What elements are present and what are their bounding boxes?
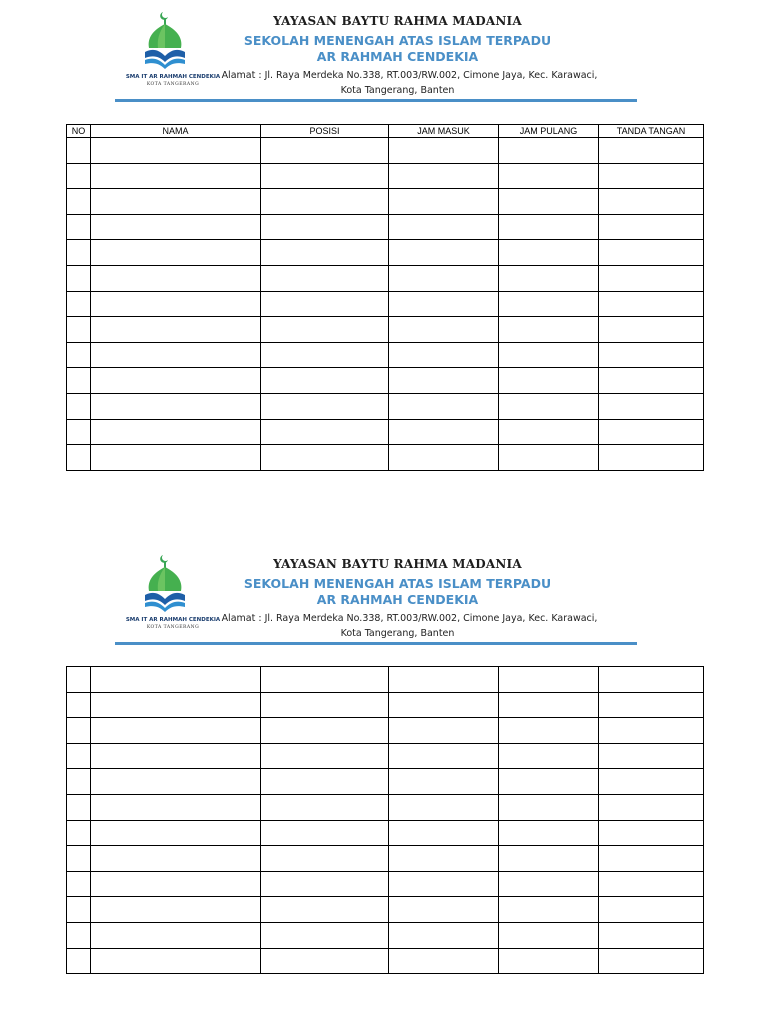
letterhead-text — [205, 555, 598, 641]
cell-jam-masuk — [389, 163, 499, 189]
table-row — [67, 948, 704, 974]
cell-no — [67, 948, 91, 974]
school-address — [205, 68, 598, 98]
school-address — [205, 611, 598, 641]
logo-subcaption: KOTA TANGERANG — [146, 625, 200, 630]
cell-posisi — [261, 214, 389, 240]
cell-jam-pulang — [499, 445, 599, 471]
cell-jam-masuk — [389, 922, 499, 948]
school-logo — [123, 553, 221, 633]
cell-jam-masuk — [389, 820, 499, 846]
cell-jam-pulang — [499, 820, 599, 846]
cell-no — [67, 667, 91, 693]
cell-no — [67, 368, 91, 394]
cell-posisi — [261, 820, 389, 846]
cell-posisi — [261, 718, 389, 744]
letterhead-top — [115, 8, 637, 102]
cell-jam-pulang — [499, 317, 599, 343]
table-row — [67, 846, 704, 872]
cell-tanda-tangan — [599, 265, 704, 291]
cell-jam-pulang — [499, 692, 599, 718]
cell-tanda-tangan — [599, 667, 704, 693]
cell-no — [67, 871, 91, 897]
cell-no — [67, 897, 91, 923]
cell-tanda-tangan — [599, 419, 704, 445]
cell-posisi — [261, 163, 389, 189]
table-row — [67, 820, 704, 846]
school-name-line2: AR RAHMAH CENDEKIA — [316, 592, 479, 607]
cell-posisi — [261, 393, 389, 419]
cell-no — [67, 794, 91, 820]
cell-posisi — [261, 342, 389, 368]
table-row — [67, 342, 704, 368]
cell-jam-masuk — [389, 291, 499, 317]
cell-no — [67, 692, 91, 718]
cell-no — [67, 214, 91, 240]
header-jam-pulang: JAM PULANG — [499, 125, 599, 138]
attendance-table-2 — [66, 666, 704, 974]
cell-posisi — [261, 743, 389, 769]
cell-posisi — [261, 846, 389, 872]
cell-no — [67, 291, 91, 317]
cell-jam-pulang — [499, 291, 599, 317]
cell-nama — [91, 794, 261, 820]
cell-tanda-tangan — [599, 445, 704, 471]
cell-jam-masuk — [389, 342, 499, 368]
cell-no — [67, 265, 91, 291]
cell-nama — [91, 163, 261, 189]
cell-posisi — [261, 368, 389, 394]
table-row — [67, 138, 704, 164]
table-body-1 — [67, 138, 704, 471]
cell-tanda-tangan — [599, 820, 704, 846]
table-row — [67, 214, 704, 240]
cell-jam-masuk — [389, 846, 499, 872]
cell-posisi — [261, 265, 389, 291]
cell-tanda-tangan — [599, 163, 704, 189]
cell-tanda-tangan — [599, 769, 704, 795]
cell-nama — [91, 265, 261, 291]
cell-jam-masuk — [389, 317, 499, 343]
cell-posisi — [261, 794, 389, 820]
table-row — [67, 317, 704, 343]
cell-posisi — [261, 138, 389, 164]
cell-nama — [91, 846, 261, 872]
foundation-name: YAYASAN BAYTU RAHMA MADANIA — [273, 557, 522, 571]
cell-tanda-tangan — [599, 871, 704, 897]
table-row — [67, 163, 704, 189]
cell-posisi — [261, 317, 389, 343]
table-row — [67, 445, 704, 471]
cell-nama — [91, 692, 261, 718]
cell-jam-pulang — [499, 743, 599, 769]
cell-nama — [91, 922, 261, 948]
cell-no — [67, 922, 91, 948]
cell-no — [67, 317, 91, 343]
cell-jam-pulang — [499, 718, 599, 744]
cell-nama — [91, 291, 261, 317]
cell-tanda-tangan — [599, 794, 704, 820]
cell-tanda-tangan — [599, 214, 704, 240]
address-line2: Kota Tangerang, Banten — [340, 628, 455, 639]
logo-caption: SMA IT AR RAHMAH CENDEKIA — [125, 617, 221, 623]
cell-no — [67, 342, 91, 368]
cell-posisi — [261, 240, 389, 266]
cell-jam-pulang — [499, 922, 599, 948]
table-header-row — [67, 125, 704, 138]
cell-nama — [91, 743, 261, 769]
cell-posisi — [261, 667, 389, 693]
cell-posisi — [261, 922, 389, 948]
cell-tanda-tangan — [599, 291, 704, 317]
table-row — [67, 368, 704, 394]
cell-jam-masuk — [389, 393, 499, 419]
cell-no — [67, 419, 91, 445]
header-no: NO — [67, 125, 91, 138]
cell-nama — [91, 897, 261, 923]
cell-jam-masuk — [389, 769, 499, 795]
cell-nama — [91, 769, 261, 795]
cell-nama — [91, 214, 261, 240]
table-row — [67, 743, 704, 769]
cell-jam-pulang — [499, 214, 599, 240]
cell-jam-masuk — [389, 692, 499, 718]
cell-nama — [91, 189, 261, 215]
cell-no — [67, 393, 91, 419]
school-name-line1: SEKOLAH MENENGAH ATAS ISLAM TERPADU — [243, 33, 552, 48]
attendance-table-1 — [66, 124, 704, 471]
cell-jam-pulang — [499, 667, 599, 693]
cell-tanda-tangan — [599, 718, 704, 744]
cell-jam-masuk — [389, 871, 499, 897]
table-row — [67, 718, 704, 744]
mosque-dome-book-logo-icon — [139, 10, 191, 72]
table-row — [67, 419, 704, 445]
cell-jam-pulang — [499, 871, 599, 897]
cell-posisi — [261, 419, 389, 445]
cell-tanda-tangan — [599, 138, 704, 164]
cell-nama — [91, 342, 261, 368]
cell-jam-pulang — [499, 265, 599, 291]
cell-jam-pulang — [499, 419, 599, 445]
cell-tanda-tangan — [599, 240, 704, 266]
cell-posisi — [261, 291, 389, 317]
header-tanda-tangan: TANDA TANGAN — [599, 125, 704, 138]
cell-jam-masuk — [389, 667, 499, 693]
cell-no — [67, 189, 91, 215]
cell-no — [67, 743, 91, 769]
school-name — [205, 33, 590, 65]
cell-tanda-tangan — [599, 692, 704, 718]
cell-posisi — [261, 445, 389, 471]
cell-jam-pulang — [499, 138, 599, 164]
cell-jam-masuk — [389, 265, 499, 291]
cell-posisi — [261, 769, 389, 795]
cell-jam-pulang — [499, 897, 599, 923]
letterhead-bottom — [115, 551, 637, 645]
cell-jam-pulang — [499, 240, 599, 266]
cell-no — [67, 445, 91, 471]
cell-jam-masuk — [389, 445, 499, 471]
cell-jam-masuk — [389, 189, 499, 215]
table-row — [67, 794, 704, 820]
cell-jam-masuk — [389, 718, 499, 744]
cell-jam-pulang — [499, 393, 599, 419]
table-body-2 — [67, 667, 704, 974]
letterhead-divider — [115, 99, 637, 102]
cell-jam-masuk — [389, 743, 499, 769]
cell-posisi — [261, 871, 389, 897]
cell-no — [67, 138, 91, 164]
cell-tanda-tangan — [599, 342, 704, 368]
table-row — [67, 922, 704, 948]
cell-nama — [91, 240, 261, 266]
cell-jam-masuk — [389, 240, 499, 266]
cell-nama — [91, 445, 261, 471]
cell-nama — [91, 393, 261, 419]
table-row — [67, 667, 704, 693]
school-name — [205, 576, 590, 608]
school-name-line1: SEKOLAH MENENGAH ATAS ISLAM TERPADU — [243, 576, 552, 591]
table-row — [67, 897, 704, 923]
table-row — [67, 393, 704, 419]
table-row — [67, 265, 704, 291]
cell-tanda-tangan — [599, 897, 704, 923]
school-name-line2: AR RAHMAH CENDEKIA — [316, 49, 479, 64]
cell-tanda-tangan — [599, 922, 704, 948]
cell-nama — [91, 419, 261, 445]
header-posisi: POSISI — [261, 125, 389, 138]
cell-jam-masuk — [389, 948, 499, 974]
cell-tanda-tangan — [599, 393, 704, 419]
cell-jam-masuk — [389, 794, 499, 820]
cell-posisi — [261, 692, 389, 718]
cell-tanda-tangan — [599, 948, 704, 974]
cell-nama — [91, 820, 261, 846]
cell-jam-masuk — [389, 214, 499, 240]
cell-jam-pulang — [499, 769, 599, 795]
cell-jam-masuk — [389, 368, 499, 394]
cell-tanda-tangan — [599, 743, 704, 769]
table-row — [67, 769, 704, 795]
logo-caption: SMA IT AR RAHMAH CENDEKIA — [125, 74, 221, 80]
cell-no — [67, 846, 91, 872]
address-line1: Alamat : Jl. Raya Merdeka No.338, RT.003/RW.002, Cimone Jaya, Kec. Karawaci, — [221, 70, 598, 81]
cell-no — [67, 163, 91, 189]
cell-jam-pulang — [499, 163, 599, 189]
header-jam-masuk: JAM MASUK — [389, 125, 499, 138]
cell-tanda-tangan — [599, 368, 704, 394]
table-row — [67, 692, 704, 718]
cell-jam-pulang — [499, 189, 599, 215]
cell-tanda-tangan — [599, 189, 704, 215]
logo-subcaption: KOTA TANGERANG — [146, 82, 200, 87]
cell-jam-masuk — [389, 897, 499, 923]
cell-no — [67, 718, 91, 744]
table-row — [67, 189, 704, 215]
cell-jam-masuk — [389, 419, 499, 445]
cell-nama — [91, 368, 261, 394]
cell-jam-pulang — [499, 368, 599, 394]
cell-nama — [91, 871, 261, 897]
address-line2: Kota Tangerang, Banten — [340, 85, 455, 96]
cell-no — [67, 240, 91, 266]
mosque-dome-book-logo-icon — [139, 553, 191, 615]
table-row — [67, 291, 704, 317]
foundation-name: YAYASAN BAYTU RAHMA MADANIA — [273, 14, 522, 28]
letterhead-divider — [115, 642, 637, 645]
cell-nama — [91, 667, 261, 693]
school-logo — [123, 10, 221, 90]
cell-tanda-tangan — [599, 846, 704, 872]
table-row — [67, 871, 704, 897]
header-nama: NAMA — [91, 125, 261, 138]
address-line1: Alamat : Jl. Raya Merdeka No.338, RT.003/RW.002, Cimone Jaya, Kec. Karawaci, — [221, 613, 598, 624]
cell-nama — [91, 948, 261, 974]
cell-posisi — [261, 897, 389, 923]
cell-no — [67, 820, 91, 846]
cell-nama — [91, 317, 261, 343]
cell-jam-masuk — [389, 138, 499, 164]
cell-nama — [91, 718, 261, 744]
cell-jam-pulang — [499, 948, 599, 974]
table-row — [67, 240, 704, 266]
cell-posisi — [261, 189, 389, 215]
cell-jam-pulang — [499, 342, 599, 368]
cell-jam-pulang — [499, 794, 599, 820]
cell-nama — [91, 138, 261, 164]
cell-tanda-tangan — [599, 317, 704, 343]
letterhead-text — [205, 12, 598, 98]
cell-no — [67, 769, 91, 795]
cell-posisi — [261, 948, 389, 974]
cell-jam-pulang — [499, 846, 599, 872]
